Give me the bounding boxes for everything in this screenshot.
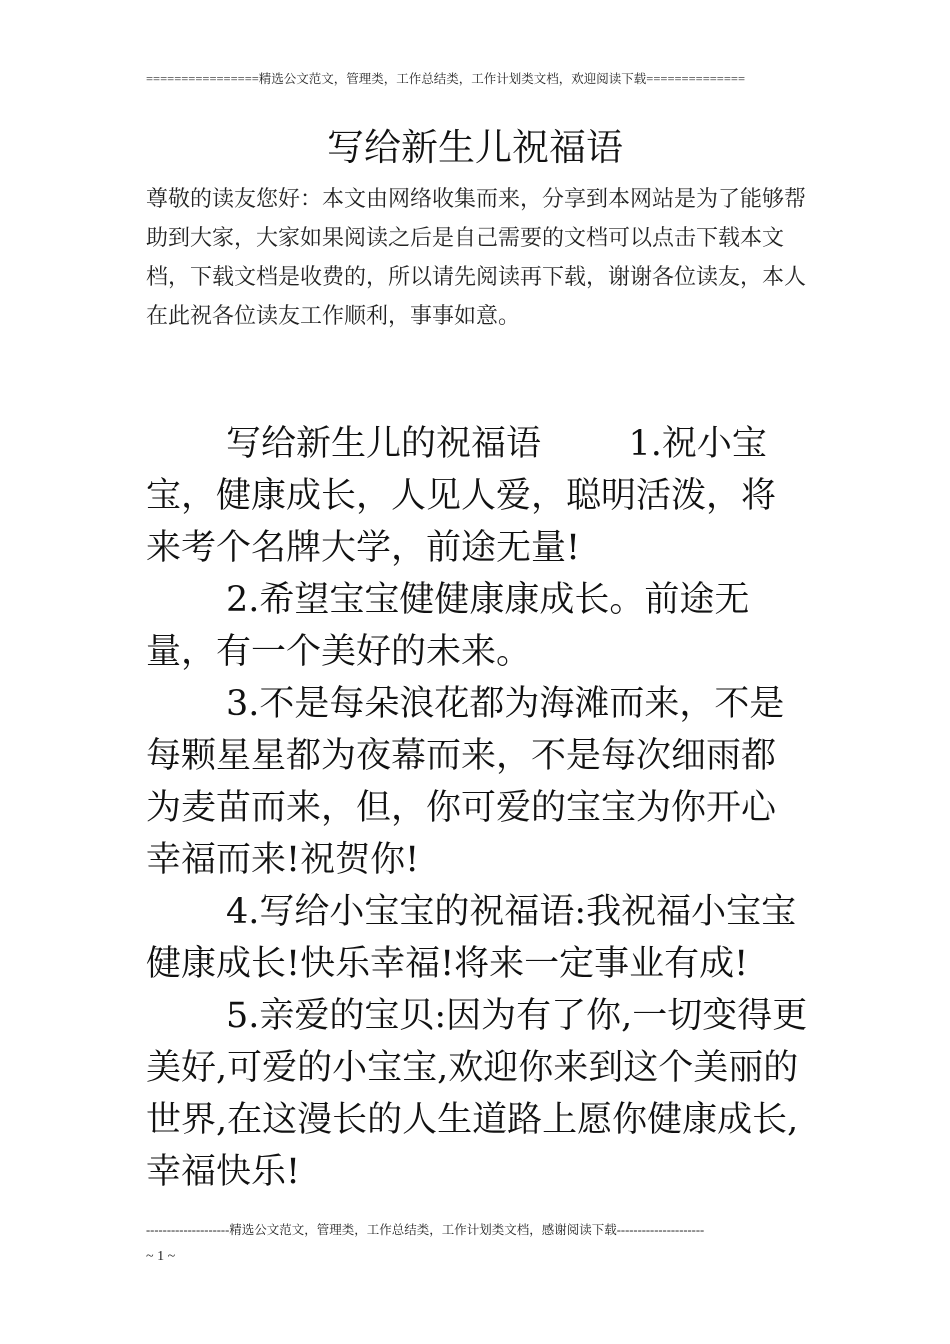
page-number: ~ 1 ~ <box>146 1249 176 1264</box>
paragraph-1 <box>146 418 810 574</box>
reader-notice: 尊敬的读友您好：本文由网络收集而来，分享到本网站是为了能够帮助到大家，大家如果阅读之后是自己需要的文档可以点击下载本文档，下载文档是收费的，所以请先阅读再下载，谢谢各位读友，本人在此祝各位读友工作顺利，事事如意。 <box>146 187 807 329</box>
intro-title: 写给新生儿的祝福语 <box>226 424 542 464</box>
document-body <box>146 418 810 1198</box>
page-footer: --------------------精选公文范文，管理类，工作总结类，工作计划类文档，感谢阅读下载--------------------- <box>146 1223 705 1237</box>
document-title: 写给新生儿祝福语 <box>327 126 623 169</box>
paragraph-4: 4.写给小宝宝的祝福语:我祝福小宝宝健康成长!快乐幸福!将来一定事业有成! <box>146 892 797 984</box>
paragraph-1-text: 1.祝小宝宝，健康成长，人见人爱，聪明活泼，将来考个名牌大学，前途无量! <box>146 424 777 568</box>
paragraph-2: 2.希望宝宝健健康康成长。前途无量，有一个美好的未来。 <box>146 580 750 672</box>
paragraph-5: 5.亲爱的宝贝:因为有了你,一切变得更美好,可爱的小宝宝,欢迎你来到这个美丽的世界,在这漫长的人生道路上愿你健康成长,幸福快乐! <box>146 996 808 1192</box>
paragraph-3: 3.不是每朵浪花都为海滩而来，不是每颗星星都为夜幕而来，不是每次细雨都为麦苗而来，但，你可爱的宝宝为你开心幸福而来!祝贺你! <box>146 684 785 880</box>
page-header: ================精选公文范文，管理类，工作总结类，工作计划类文档，欢迎阅读下载============== <box>146 72 745 86</box>
